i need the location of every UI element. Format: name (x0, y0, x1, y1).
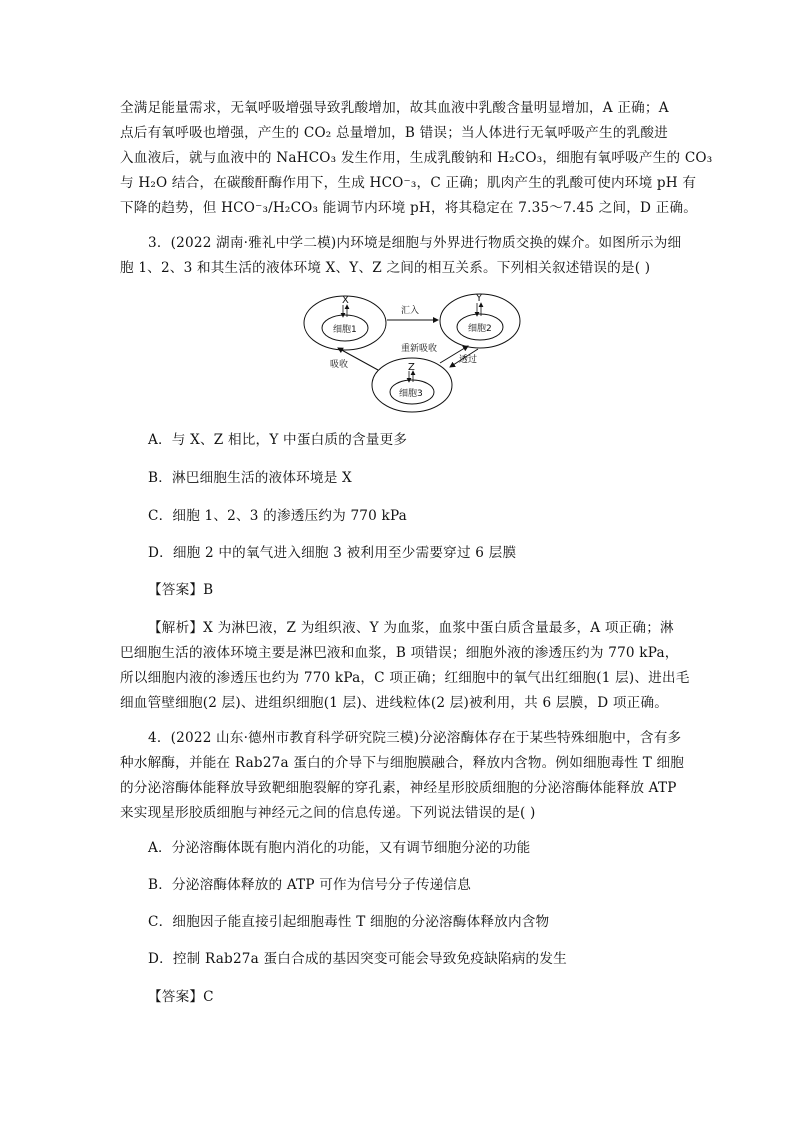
label-z: Z (408, 362, 415, 373)
question-3-option-c: C．细胞 1、2、3 的渗透压约为 770 kPa (148, 508, 407, 524)
label-cell-2: 细胞2 (468, 324, 492, 334)
question-4-stem-cont: 来实现星形胶质细胞与神经元之间的信息传递。下列说法错误的是( ) (120, 805, 536, 821)
question-4-option-d: D．控制 Rab27a 蛋白合成的基因突变可能会导致免疫缺陷病的发生 (148, 951, 567, 967)
question-4-option-a: A．分泌溶酶体既有胞内消化的功能，又有调节细胞分泌的功能 (148, 840, 531, 856)
label-huiru: 汇入 (401, 306, 420, 316)
label-cell-1: 细胞1 (333, 325, 357, 335)
label-chongxin: 重新吸收 (401, 344, 438, 354)
question-3-option-a: A．与 X、Z 相比，Y 中蛋白质的含量更多 (148, 432, 408, 448)
question-3-analysis-line: 所以细胞内液的渗透压也约为 770 kPa，C 项正确；红细胞中的氧气出红细胞(1 层)、进出毛 (120, 670, 690, 686)
question-3-analysis-line: 细血管壁细胞(2 层)、进组织细胞(1 层)、进线粒体(2 层)被利用，共 6 层膜，D 项正确。 (120, 695, 669, 711)
question-3-option-b: B．淋巴细胞生活的液体环境是 X (148, 470, 352, 486)
text-line: 全满足能量需求，无氧呼吸增强导致乳酸增加，故其血液中乳酸含量明显增加，A 正确；A (120, 100, 669, 116)
question-3-answer: 【答案】B (148, 582, 214, 598)
question-4-stem-cont: 种水解酶，并能在 Rab27a 蛋白的介导下与细胞膜融合，释放内含物。例如细胞毒性 T 细胞 (120, 755, 685, 771)
text-line: 点后有氧呼吸也增强，产生的 CO₂ 总量增加，B 错误；当人体进行无氧呼吸产生的乳酸进 (120, 125, 668, 141)
body-fluid-diagram (300, 290, 530, 415)
text-line: 与 H₂O 结合，在碳酸酐酶作用下，生成 HCO⁻₃，C 正确；肌肉产生的乳酸可使内环境 pH 有 (120, 175, 697, 191)
label-xishou: 吸收 (330, 360, 349, 370)
question-4-stem-cont: 的分泌溶酶体能释放导致靶细胞裂解的穿孔素，神经星形胶质细胞的分泌溶酶体能释放 ATP (120, 780, 677, 796)
question-3-analysis-line: 巴细胞生活的液体环境主要是淋巴液和血浆，B 项错误；细胞外液的渗透压约为 770 kPa， (120, 645, 679, 661)
question-4-stem: 4．(2022 山东·德州市教育科学研究院三模)分泌溶酶体存在于某些特殊细胞中，含有多 (148, 730, 682, 746)
text-line: 下降的趋势，但 HCO⁻₃/H₂CO₃ 能调节内环境 pH，将其稳定在 7.35～7.45 之间，D 正确。 (120, 200, 698, 216)
label-y: Y (476, 293, 483, 304)
question-4-answer: 【答案】C (148, 989, 214, 1005)
question-3-stem-cont: 胞 1、2、3 和其生活的液体环境 X、Y、Z 之间的相互关系。下列相关叙述错误的是( ) (120, 260, 651, 276)
question-4-option-c: C．细胞因子能直接引起细胞毒性 T 细胞的分泌溶酶体释放内含物 (148, 914, 550, 930)
label-cell-3: 细胞3 (399, 389, 423, 399)
question-4-option-b: B．分泌溶酶体释放的 ATP 可作为信号分子传递信息 (148, 877, 471, 893)
text-line: 入血液后，就与血液中的 NaHCO₃ 发生作用，生成乳酸钠和 H₂CO₃，细胞有氧呼吸产生的 CO₃ (120, 150, 713, 166)
label-touguo: 透过 (459, 355, 478, 365)
question-3-analysis-line: 【解析】X 为淋巴液，Z 为组织液、Y 为血浆，血浆中蛋白质含量最多，A 项正确；淋 (148, 620, 674, 636)
question-3-option-d: D．细胞 2 中的氧气进入细胞 3 被利用至少需要穿过 6 层膜 (148, 545, 517, 561)
label-x: X (342, 295, 349, 306)
question-3-stem: 3．(2022 湖南·雅礼中学二模)内环境是细胞与外界进行物质交换的媒介。如图所示为细 (148, 235, 682, 251)
